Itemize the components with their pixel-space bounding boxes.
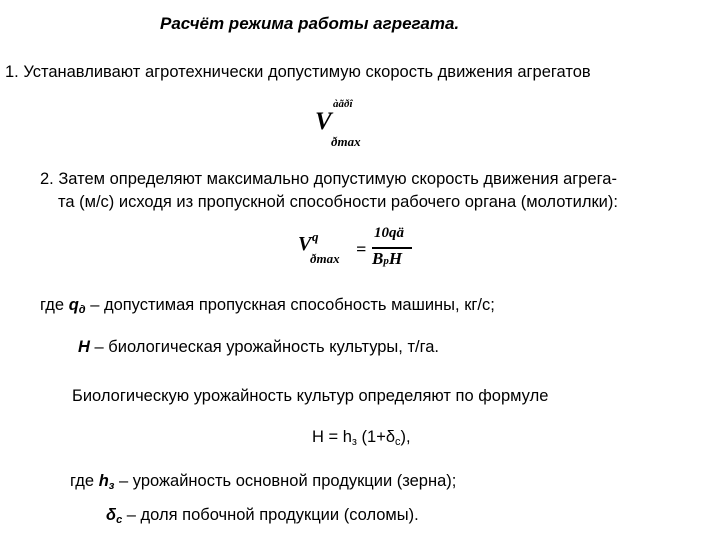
bio-end: ),: [400, 428, 411, 446]
definition-prefix-2: где: [70, 472, 95, 490]
definition-qd: [40, 296, 495, 316]
definition-hz: [70, 472, 456, 492]
dc-symbol: δ: [106, 506, 117, 524]
h-description: – биологическая урожайность культуры, т/га.: [94, 338, 440, 356]
dc-subscript: с: [116, 514, 123, 526]
paragraph-2-line-2: та (м/с) исходя из пропускной способности рабочего органа (молотилки):: [58, 193, 618, 211]
formula2-denominator: [372, 249, 402, 269]
denominator-sub: p: [383, 255, 389, 267]
denominator-h: H: [388, 249, 403, 268]
formula1-subscript: ðmax: [331, 134, 361, 149]
formula2-equals: =: [356, 239, 367, 259]
qd-subscript: д: [78, 304, 86, 316]
hz-symbol: h: [98, 472, 109, 490]
bio-formula: [312, 428, 411, 448]
qd-symbol: q: [68, 296, 79, 314]
hz-description: – урожайность основной продукции (зерна);: [119, 472, 457, 490]
definition-dc: [106, 506, 419, 526]
bio-lhs-sub: з: [351, 436, 357, 448]
formula2-subscript: ðmax: [310, 251, 340, 266]
formula2-superscript: q: [312, 229, 319, 244]
qd-description: – допустимая пропускная способность машины, кг/с;: [90, 296, 495, 314]
definition-h: [78, 338, 439, 357]
bio-mid: (1+δ: [356, 428, 396, 446]
bio-mid-sub: с: [395, 436, 401, 448]
paragraph-1: 1. Устанавливают агротехнически допустимую скорость движения агрегатов: [5, 63, 591, 81]
formula2-numerator: 10qä: [374, 225, 404, 241]
formula1-symbol: V: [315, 108, 332, 135]
formula2-symbol: V: [298, 233, 312, 255]
h-symbol: H: [78, 338, 90, 356]
bio-intro: Биологическую урожайность культур определяют по формуле: [72, 387, 549, 405]
dc-description: – доля побочной продукции (соломы).: [126, 506, 419, 524]
paragraph-2-line-1: 2. Затем определяют максимально допустимую скорость движения агрега-: [40, 170, 617, 188]
bio-lhs: H = h: [312, 428, 352, 446]
formula-v-q: [298, 225, 428, 275]
hz-subscript: з: [108, 480, 115, 492]
page-title: Расчёт режима работы агрегата.: [160, 14, 460, 33]
formula1-superscript: àãðî: [333, 98, 353, 110]
definition-prefix: где: [40, 296, 65, 314]
denominator-b: B: [372, 249, 384, 268]
formula-v-agro: [315, 98, 385, 154]
